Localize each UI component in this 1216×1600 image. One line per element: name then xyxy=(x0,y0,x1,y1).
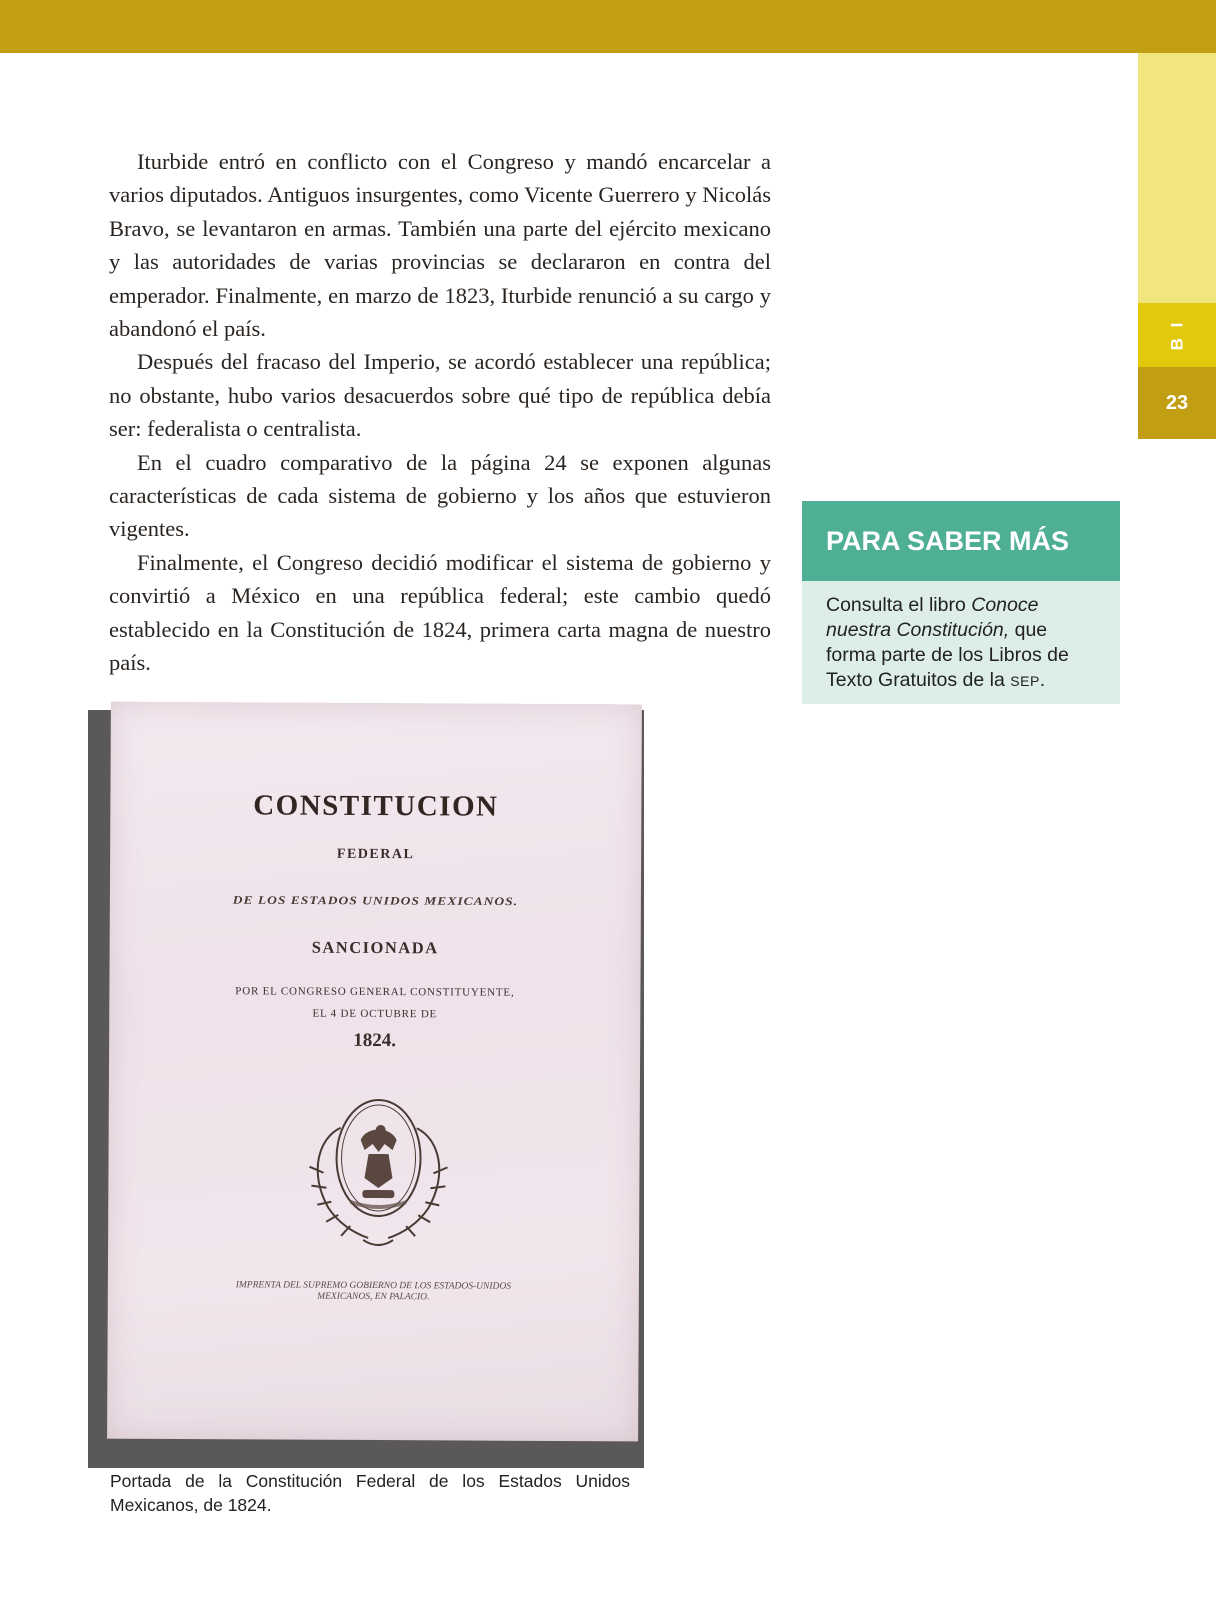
paragraph-1: Iturbide entró en conflicto con el Congreso y mandó encarcelar a varios diputados. Antiguos insurgentes, como Vicente Guerrero y Nicolás Bravo, se levantaron en armas. También una parte del ejército mexicano y las autoridades de varias provincias se declararon en contra del emperador. Finalmente, en marzo de 1823, Iturbide renunció a su cargo y abandonó el país. xyxy=(109,149,771,342)
doc-year: 1824. xyxy=(353,1029,397,1052)
doc-fecha: EL 4 DE OCTUBRE DE xyxy=(312,1007,438,1021)
info-text-end: . xyxy=(1039,669,1046,691)
doc-imprenta xyxy=(108,1280,639,1305)
top-color-bar xyxy=(0,0,1216,53)
info-acronym: SEP xyxy=(1010,673,1040,689)
page-number: 23 xyxy=(1138,367,1216,439)
info-text-after: que forma parte de los Libros de Texto Gratuitos de la xyxy=(826,619,1069,691)
constitution-cover-image xyxy=(107,702,642,1442)
info-box-title: PARA SABER MÁS xyxy=(802,501,1120,581)
paragraph-4: Finalmente, el Congreso decidió modificar el sistema de gobierno y convirtió a México en una república federal; este cambio quedó establecido en la Constitución de 1824, primera carta magna de nuestro país. xyxy=(109,549,771,676)
doc-imprenta-line-1: IMPRENTA DEL SUPREMO GOBIERNO DE LOS ESTADOS-UNIDOS xyxy=(235,1280,512,1292)
para-saber-mas-box xyxy=(802,501,1120,704)
info-text-before: Consulta el libro xyxy=(826,594,972,616)
doc-title: CONSTITUCION xyxy=(253,789,499,823)
side-tab-upper xyxy=(1138,53,1216,303)
block-label xyxy=(1138,303,1216,367)
doc-congreso: POR EL CONGRESO GENERAL CONSTITUYENTE, xyxy=(235,985,515,999)
doc-sancionada: SANCIONADA xyxy=(311,937,439,958)
block-label-text: B I xyxy=(1166,319,1186,351)
eagle-seal-icon xyxy=(268,1077,489,1258)
doc-estados: DE LOS ESTADOS UNIDOS MEXICANOS. xyxy=(232,893,519,908)
info-box-body xyxy=(802,581,1120,694)
paragraph-3: En el cuadro comparativo de la página 24 se exponen algunas características de cada sistema de gobierno y los años que estuvieron vigentes. xyxy=(109,449,771,542)
doc-imprenta-line-2: MEXICANOS, EN PALACIO. xyxy=(317,1291,430,1303)
paragraph-2: Después del fracaso del Imperio, se acordó establecer una república; no obstante, hubo varios desacuerdos sobre qué tipo de república debía ser: federalista o centralista. xyxy=(109,349,771,442)
doc-federal: FEDERAL xyxy=(336,846,415,863)
main-text xyxy=(109,145,771,680)
image-caption: Portada de la Constitución Federal de los Estados Unidos Mexicanos, de 1824. xyxy=(110,1471,630,1515)
info-book-title: Conoce nuestra Constitución, xyxy=(826,594,1039,641)
